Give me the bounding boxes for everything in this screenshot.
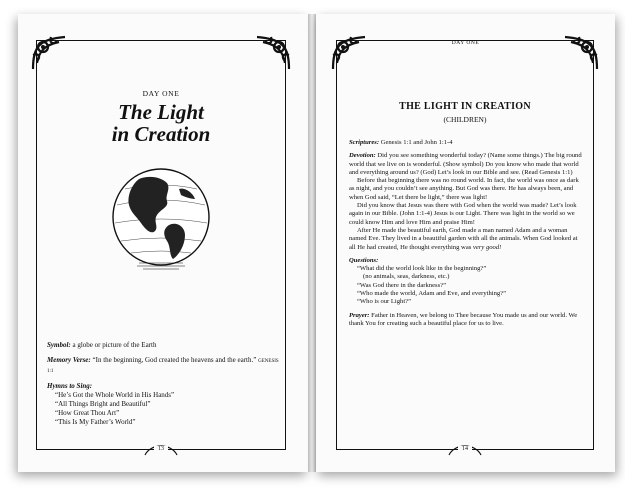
memory-verse-ref: GENESIS 1:1 xyxy=(47,359,279,374)
devotion-text: Did you see something wonderful today? (Name some things.) The big round world that we live on is wonderful. (Show symbol) Do you know who made that world and everything around us? (God) Let’s look in our Bible and see. (Read Genesis 1:1) xyxy=(349,152,582,176)
devotion-paragraph: Did you know that Jesus was there with God when the world was made? Let’s look again in our Bible. (John 1:1-4) Jesus is our Light. There was light in the world so we could know Him and love Him and praise Him! xyxy=(349,202,577,226)
page-number: 14 xyxy=(458,446,472,452)
prayer-label: Prayer: xyxy=(349,311,370,319)
memory-verse-label: Memory Verse: xyxy=(47,356,91,364)
hymns-label: Hymns to Sing: xyxy=(47,382,93,390)
devotion-text: After He made the beautiful earth, God made a man named Adam and a woman named Eve. They lived in a beautiful garden with all the animals. When God looked at all He had created, He thought everything was xyxy=(349,226,578,251)
symbol-line xyxy=(47,341,279,350)
question-item: “What did the world look like in the beginning?” xyxy=(357,265,487,273)
page-number: 13 xyxy=(154,446,168,452)
flourish-corner-icon xyxy=(561,33,601,73)
title-line-2: in Creation xyxy=(111,122,211,146)
hymn-item: “How Great Thou Art” xyxy=(55,409,120,417)
running-header: DAY ONE xyxy=(451,40,480,46)
question-item: “Who is our Light?” xyxy=(357,298,412,306)
hymn-item: “This Is My Father’s World” xyxy=(55,418,136,426)
question-item: “Was God there in the darkness?” xyxy=(357,281,446,289)
page-title xyxy=(37,101,285,145)
memory-verse-text: “In the beginning, God created the heavens and the earth.” xyxy=(90,356,259,364)
devotion-label: Devotion: xyxy=(349,152,376,160)
scriptures-line xyxy=(349,139,585,147)
page-subtitle: (CHILDREN) xyxy=(443,115,487,124)
memory-verse xyxy=(47,356,279,376)
question-note: (no animals, seas, darkness, etc.) xyxy=(363,273,450,281)
question-item: “Who made the world, Adam and Eve, and everything?” xyxy=(357,290,507,298)
prayer-paragraph xyxy=(349,312,585,329)
hymn-item: “All Things Bright and Beautiful” xyxy=(55,400,151,408)
left-page-text xyxy=(47,341,279,427)
book-gutter xyxy=(308,14,316,472)
right-page-text xyxy=(349,139,585,328)
day-label: DAY ONE xyxy=(142,89,180,98)
right-page xyxy=(316,14,615,472)
hymn-item: “He’s Got the Whole World in His Hands” xyxy=(55,391,175,399)
left-page-border xyxy=(36,40,286,450)
questions-heading xyxy=(349,257,585,265)
left-page xyxy=(18,14,308,472)
scriptures-label: Scriptures: xyxy=(349,139,380,146)
title-line-1: The Light xyxy=(118,100,204,124)
devotion-paragraph xyxy=(349,227,585,252)
flourish-corner-icon xyxy=(253,33,293,73)
scriptures-text: Genesis 1:1 and John 1:1-4 xyxy=(379,139,453,146)
page-title: THE LIGHT IN CREATION xyxy=(399,101,531,112)
symbol-label: Symbol: xyxy=(47,341,71,349)
flourish-corner-icon xyxy=(329,33,369,73)
symbol-text: a globe or picture of the Earth xyxy=(70,341,157,349)
right-page-border xyxy=(336,40,594,450)
devotion-emphasis: very good! xyxy=(472,243,502,251)
questions-label: Questions: xyxy=(349,256,379,264)
flourish-corner-icon xyxy=(29,33,69,73)
hymns-heading xyxy=(47,382,279,391)
prayer-text: Father in Heaven, we belong to Thee because You made us and our world. We thank You for creating such a beautiful place for us to live. xyxy=(349,311,578,327)
book-spread xyxy=(18,14,615,478)
globe-icon xyxy=(109,165,213,275)
devotion-paragraph: Before that beginning there was no round world. In fact, the world was once as dark as night, and you couldn’t see anything. But God was there. He has always been, and when God said, “Let there be light,” there was light! xyxy=(349,177,579,201)
devotion-paragraph xyxy=(349,152,585,177)
